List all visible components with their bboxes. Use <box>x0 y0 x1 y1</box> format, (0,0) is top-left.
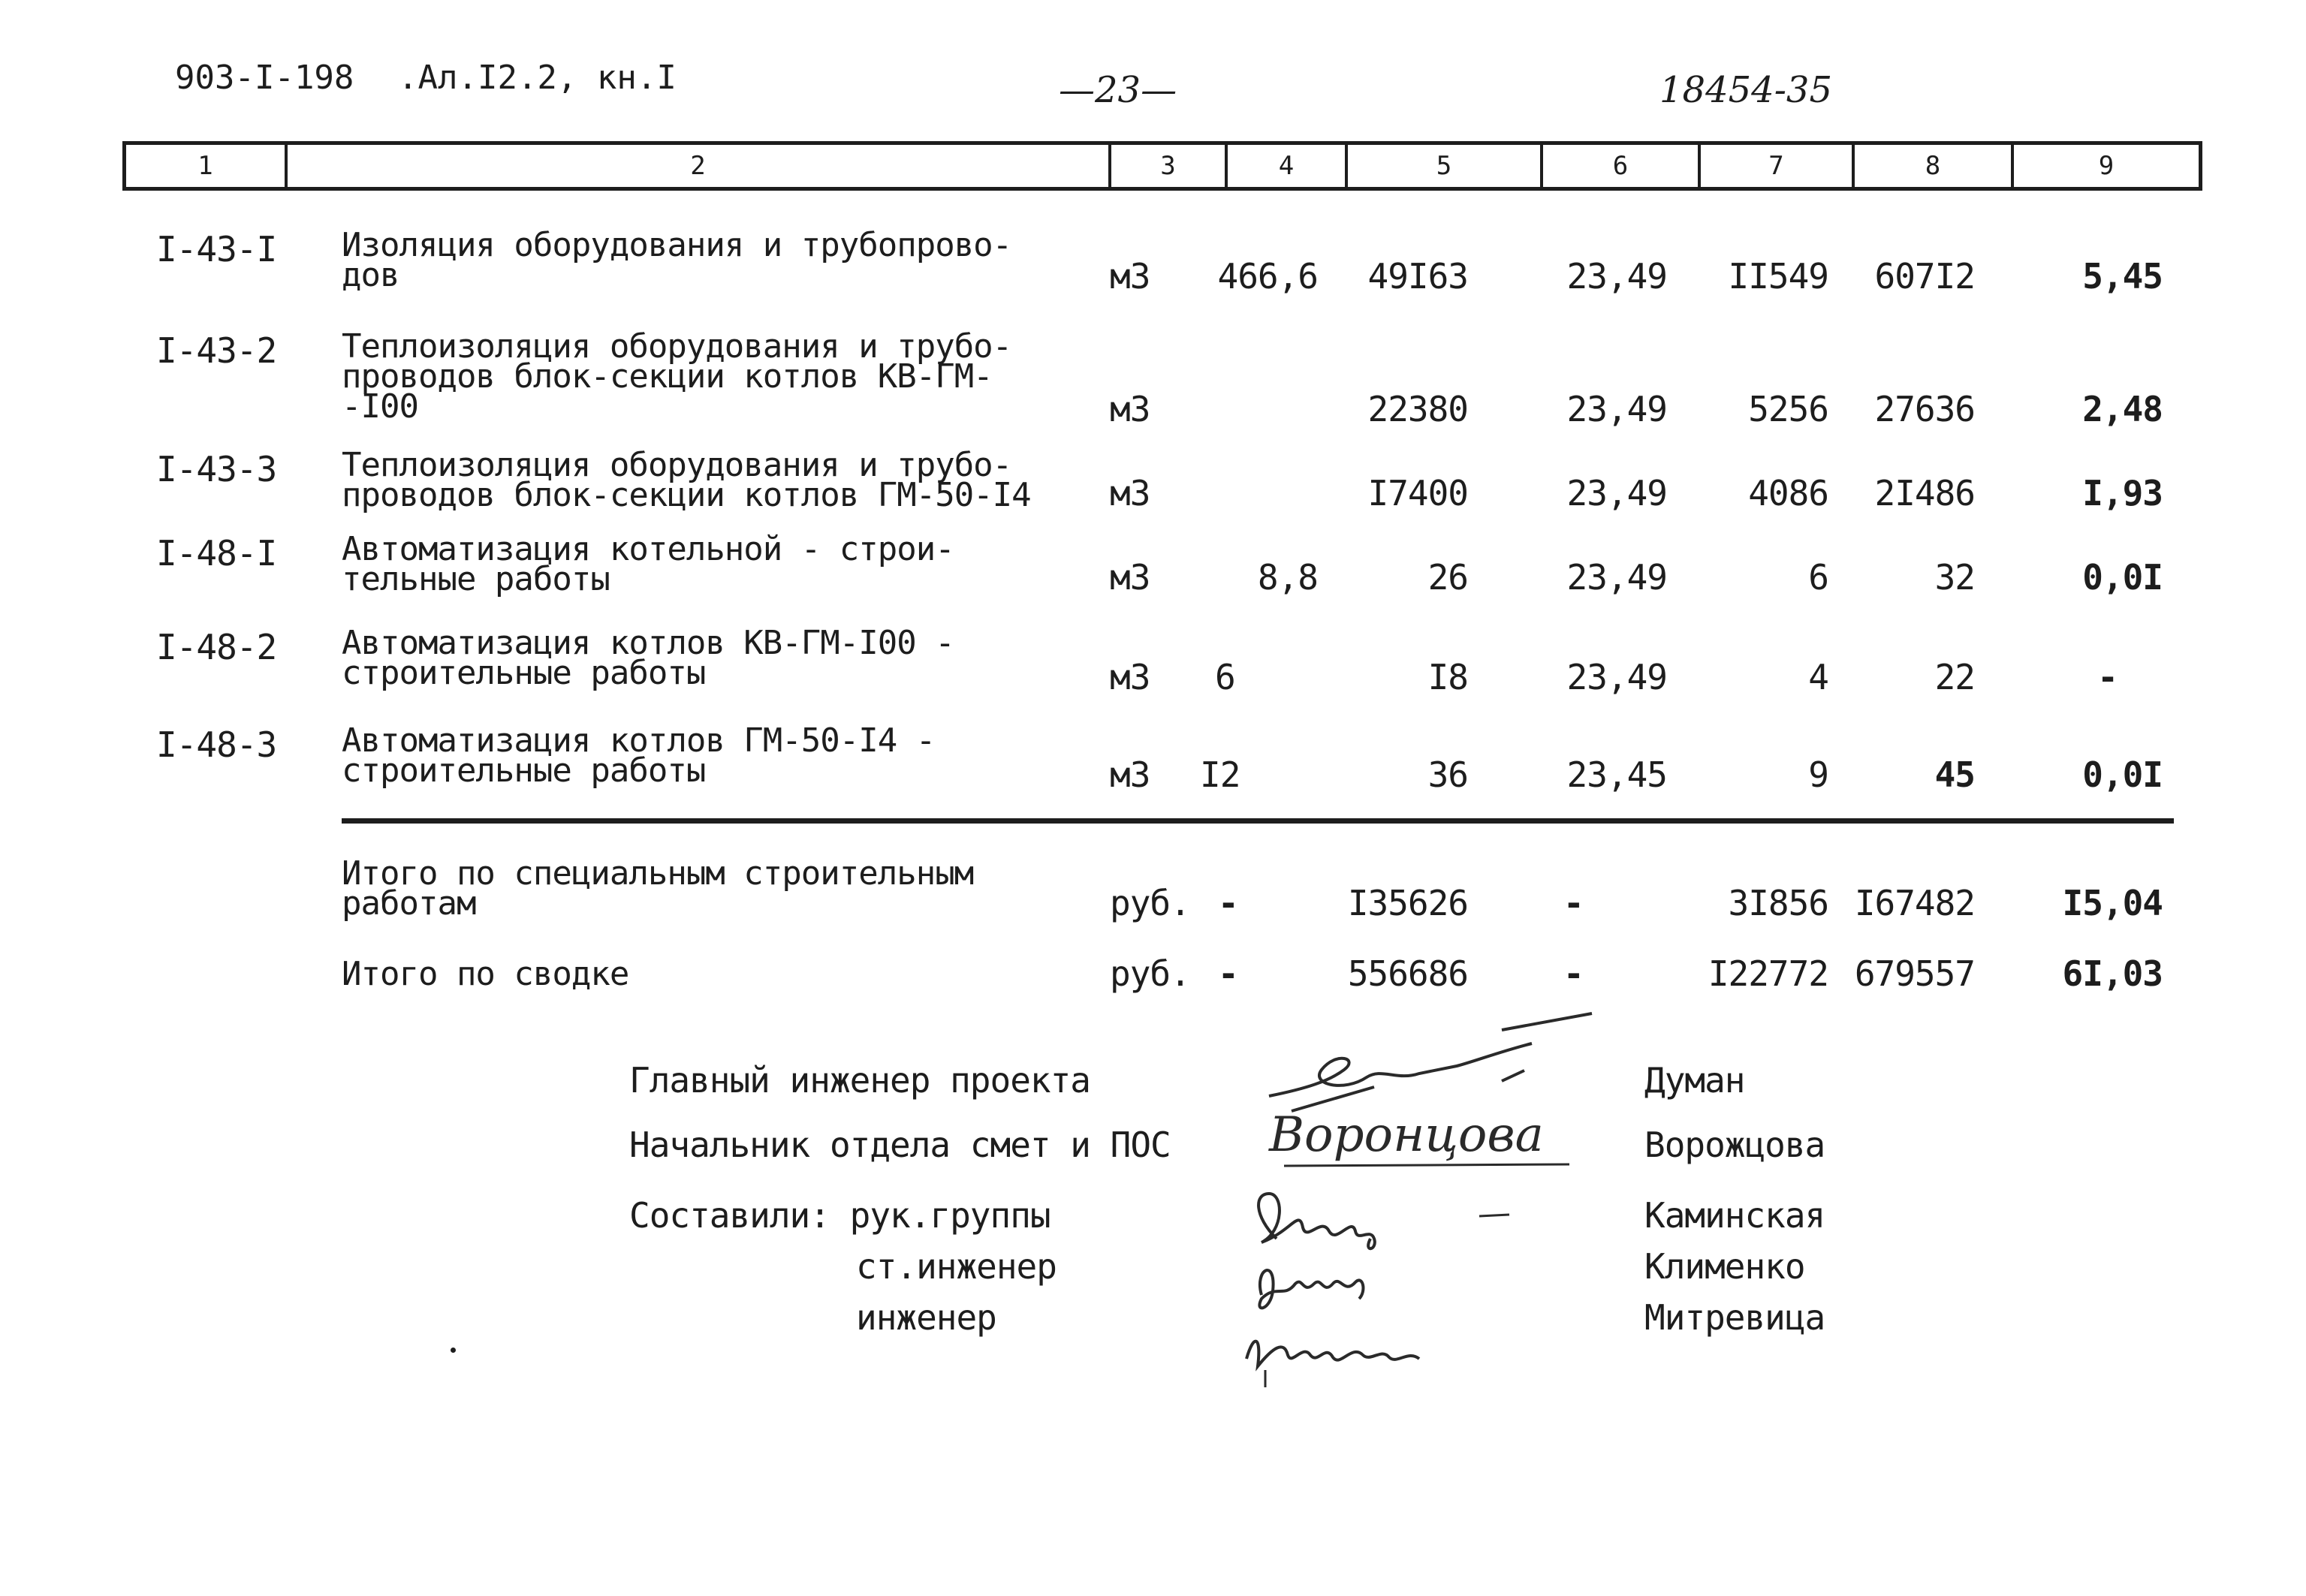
row-col8: 607I2 <box>1874 256 1975 297</box>
row-col9: - <box>2097 657 2118 697</box>
row-col7: II549 <box>1728 256 1828 297</box>
row-col9: 0,0I <box>2082 557 2163 598</box>
row-col9: 0,0I <box>2082 754 2163 795</box>
row-qty: 466,6 <box>1217 256 1318 297</box>
row-name <box>342 327 1012 426</box>
total-unit: руб. <box>1110 883 1190 923</box>
row-col6: 23,49 <box>1566 657 1667 697</box>
row-col8: 27636 <box>1874 389 1975 429</box>
row-col7: 9 <box>1808 754 1828 795</box>
row-unit: м3 <box>1110 389 1150 429</box>
row-qty: 8,8 <box>1257 557 1318 598</box>
total-name-line: Итого по специальным строительным <box>342 854 974 893</box>
total-col5: I35626 <box>1347 883 1468 923</box>
column-number: 9 <box>2098 151 2115 181</box>
row-col5: 22380 <box>1367 389 1468 429</box>
ink-dot <box>451 1348 456 1353</box>
row-col8: 2I486 <box>1874 473 1975 513</box>
row-col6: 23,49 <box>1566 557 1667 598</box>
row-name <box>342 721 936 790</box>
row-col5: I8 <box>1427 657 1468 697</box>
row-name-line: Автоматизация котлов ГМ-50-I4 - <box>342 721 936 760</box>
row-col7: 5256 <box>1748 389 1828 429</box>
total-col7: 3I856 <box>1728 883 1828 923</box>
row-name-line: Изоляция оборудования и трубопрово- <box>342 226 1012 264</box>
section-divider <box>342 818 2174 824</box>
row-col6: 23,49 <box>1566 473 1667 513</box>
row-col6: 23,49 <box>1566 389 1667 429</box>
row-unit: м3 <box>1110 256 1150 297</box>
row-name-line: Автоматизация котлов КВ-ГМ-I00 - <box>342 624 954 662</box>
row-name-line: дов <box>342 256 399 294</box>
total-col8: I67482 <box>1854 883 1975 923</box>
column-number: 8 <box>1855 145 2014 187</box>
row-col7: 4086 <box>1748 473 1828 513</box>
total-name <box>342 854 974 923</box>
signature-role: инженер <box>856 1297 996 1338</box>
total-col7: I22772 <box>1708 953 1828 994</box>
total-name-line: работам <box>342 884 476 923</box>
column-number-row <box>122 141 2202 191</box>
row-name-line: строительные работы <box>342 751 706 790</box>
total-unit: руб. <box>1110 953 1190 994</box>
total-name <box>342 955 629 993</box>
row-col7: 6 <box>1808 557 1828 598</box>
row-col5: 26 <box>1427 557 1468 598</box>
row-code: I-43-2 <box>156 330 277 371</box>
inventory-number: 18454-35 <box>1659 69 1832 111</box>
row-code: I-43-I <box>156 229 277 270</box>
signature-name: Думан <box>1644 1060 1745 1101</box>
column-number: 5 <box>1348 145 1543 187</box>
column-number: 2 <box>288 145 1111 187</box>
total-col9: 6I,03 <box>2062 953 2163 994</box>
column-number: 3 <box>1111 145 1228 187</box>
row-name-line: проводов блок-секции котлов ГМ-50-I4 <box>342 476 1031 514</box>
total-col9: I5,04 <box>2062 883 2163 923</box>
album-reference: .Ал.I2.2, кн.I <box>398 59 677 97</box>
doc-code: 903-I-198 <box>175 59 354 97</box>
row-col5: I7400 <box>1367 473 1468 513</box>
signature-team-lead <box>1231 1186 1562 1396</box>
total-qty: - <box>1218 883 1238 923</box>
column-number: 7 <box>1701 145 1855 187</box>
total-qty: - <box>1218 953 1238 994</box>
column-number: 6 <box>1543 145 1701 187</box>
row-unit: м3 <box>1110 657 1150 697</box>
signature-role: Составили: рук.группы <box>629 1195 1051 1236</box>
signature-underline <box>1269 1160 1584 1175</box>
row-name-line: Автоматизация котельной - строи- <box>342 530 954 568</box>
page-number: —23— <box>1059 69 1177 111</box>
row-code: I-48-2 <box>156 627 277 667</box>
signature-role: ст.инженер <box>856 1246 1057 1287</box>
row-col8: 22 <box>1934 657 1975 697</box>
total-col6: - <box>1563 883 1584 923</box>
row-qty: 6 <box>1215 657 1235 697</box>
column-number: 1 <box>126 145 288 187</box>
row-name <box>342 624 954 692</box>
row-col9: I,93 <box>2082 473 2163 513</box>
row-col5: 49I63 <box>1367 256 1468 297</box>
row-col6: 23,49 <box>1566 256 1667 297</box>
row-qty: I2 <box>1200 754 1240 795</box>
row-col7: 4 <box>1808 657 1828 697</box>
total-col5: 556686 <box>1347 953 1468 994</box>
row-name-line: Теплоизоляция оборудования и трубо- <box>342 327 1012 366</box>
row-unit: м3 <box>1110 473 1150 513</box>
row-code: I-48-3 <box>156 724 277 765</box>
signature-name: Каминская <box>1644 1195 1825 1236</box>
row-col9: 2,48 <box>2082 389 2163 429</box>
row-name-line: Теплоизоляция оборудования и трубо- <box>342 446 1012 484</box>
row-name-line: проводов блок-секции котлов КВ-ГМ- <box>342 357 993 396</box>
row-code: I-48-I <box>156 533 277 574</box>
row-code: I-43-3 <box>156 449 277 489</box>
row-name <box>342 226 1012 294</box>
row-name-line: строительные работы <box>342 654 706 692</box>
row-col5: 36 <box>1427 754 1468 795</box>
row-name-line: тельные работы <box>342 560 610 598</box>
column-number: 4 <box>1228 145 1348 187</box>
row-col8: 45 <box>1934 754 1975 795</box>
row-col9: 5,45 <box>2082 256 2163 297</box>
total-col6: - <box>1563 953 1584 994</box>
signature-role: Начальник отдела смет и ПОС <box>629 1125 1171 1165</box>
row-name-line: -I00 <box>342 387 418 426</box>
row-col6: 23,45 <box>1566 754 1667 795</box>
signature-dept-head-handwritten: Воронцова <box>1269 1107 1544 1163</box>
total-name-line: Итого по сводке <box>342 955 629 993</box>
row-unit: м3 <box>1110 557 1150 598</box>
row-col8: 32 <box>1934 557 1975 598</box>
signature-name: Ворожцова <box>1644 1125 1825 1165</box>
total-col8: 679557 <box>1854 953 1975 994</box>
row-name <box>342 530 954 598</box>
signature-role: Главный инженер проекта <box>629 1060 1090 1101</box>
signature-name: Клименко <box>1644 1246 1805 1287</box>
row-name <box>342 446 1031 514</box>
row-unit: м3 <box>1110 754 1150 795</box>
signature-name: Митревица <box>1644 1297 1825 1338</box>
